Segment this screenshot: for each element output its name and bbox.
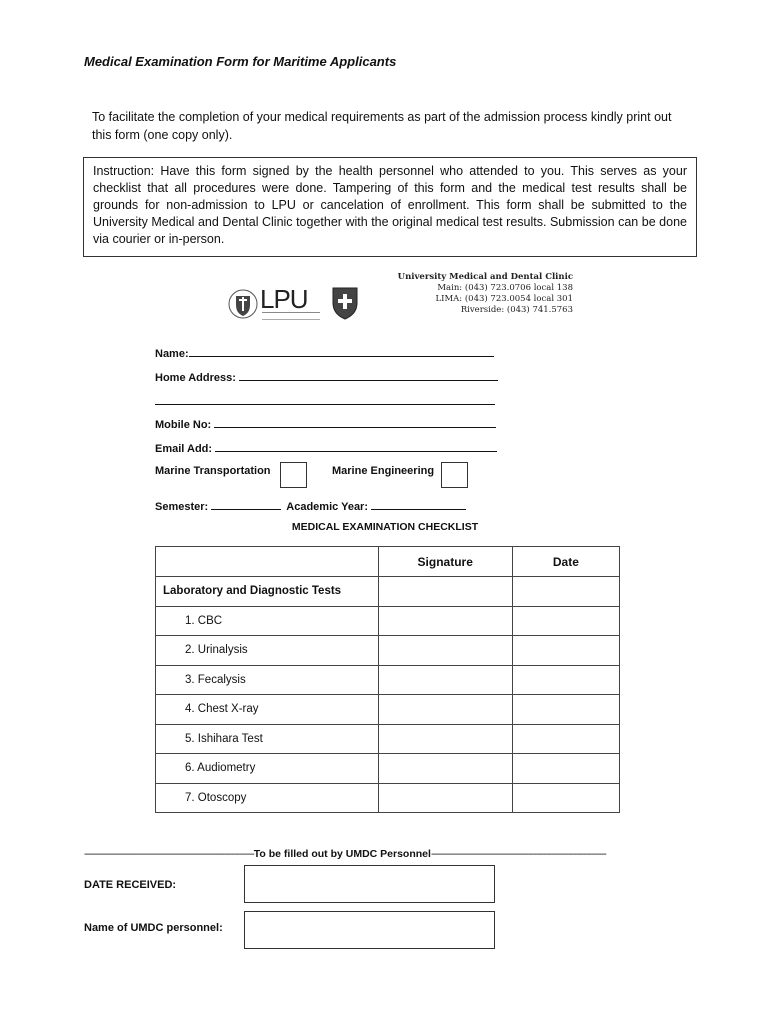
- signature-cell[interactable]: [378, 636, 512, 666]
- table-row: [156, 783, 620, 813]
- lpu-logo: [228, 284, 320, 322]
- clinic-lima-phone: LIMA: (043) 723.0054 local 301: [435, 294, 573, 304]
- name-line[interactable]: [189, 346, 494, 357]
- date-cell[interactable]: [512, 783, 619, 813]
- email-line[interactable]: [215, 441, 497, 452]
- date-cell[interactable]: [512, 636, 619, 666]
- table-row: [156, 606, 620, 636]
- test-item-urinalysis: 2. Urinalysis: [156, 636, 379, 666]
- table-row: [156, 724, 620, 754]
- marine-engineering-label: Marine Engineering: [332, 465, 435, 477]
- category-label: Laboratory and Diagnostic Tests: [156, 577, 379, 607]
- home-address-line[interactable]: [239, 370, 498, 381]
- name-field[interactable]: [155, 346, 494, 360]
- name-label: Name:: [155, 348, 189, 360]
- clinic-riverside-phone: Riverside: (043) 741.5763: [460, 305, 573, 315]
- divider-label: To be filled out by UMDC Personnel: [253, 848, 431, 860]
- date-cell[interactable]: [512, 665, 619, 695]
- semester-field[interactable]: [155, 499, 466, 513]
- signature-cell[interactable]: [378, 665, 512, 695]
- test-item-otoscopy: 7. Otoscopy: [156, 783, 379, 813]
- home-address-field[interactable]: [155, 370, 498, 384]
- intro-text: To facilitate the completion of your medical requirements as part of the admission process kindly print out this form (one copy only).: [92, 110, 672, 142]
- table-row: [156, 695, 620, 725]
- clinic-name: University Medical and Dental Clinic: [397, 272, 573, 282]
- table-row: [156, 754, 620, 784]
- date-received-box[interactable]: [244, 865, 495, 903]
- date-cell[interactable]: [512, 695, 619, 725]
- mobile-line[interactable]: [214, 417, 496, 428]
- table-row: [156, 665, 620, 695]
- personnel-section-divider: [84, 848, 689, 860]
- test-item-chest-xray: 4. Chest X-ray: [156, 695, 379, 725]
- date-cell[interactable]: [512, 577, 619, 607]
- test-item-cbc: 1. CBC: [156, 606, 379, 636]
- date-cell[interactable]: [512, 606, 619, 636]
- clinic-main-phone: Main: (043) 723.0706 local 138: [437, 283, 573, 293]
- umdc-logo-icon: [330, 285, 360, 321]
- signature-cell[interactable]: [378, 695, 512, 725]
- email-field[interactable]: [155, 441, 497, 455]
- semester-label: Semester:: [155, 501, 209, 513]
- checklist-title: MEDICAL EXAMINATION CHECKLIST: [291, 521, 479, 533]
- header-date: Date: [512, 547, 619, 577]
- date-cell[interactable]: [512, 754, 619, 784]
- table-header-row: [156, 547, 620, 577]
- email-label: Email Add:: [155, 443, 213, 455]
- header-signature: Signature: [378, 547, 512, 577]
- mobile-field[interactable]: [155, 417, 496, 431]
- umdc-personnel-label: Name of UMDC personnel:: [84, 922, 223, 934]
- semester-line[interactable]: [211, 499, 281, 510]
- table-row: [156, 577, 620, 607]
- marine-transportation-label: Marine Transportation: [155, 465, 271, 477]
- home-address-line-2[interactable]: [155, 404, 495, 405]
- checklist-table: [155, 546, 620, 813]
- header-blank-cell: [156, 547, 379, 577]
- clinic-contact-block: [380, 272, 573, 316]
- signature-cell[interactable]: [378, 754, 512, 784]
- date-cell[interactable]: [512, 724, 619, 754]
- test-item-audiometry: 6. Audiometry: [156, 754, 379, 784]
- instruction-box: Instruction: Have this form signed by the health personnel who attended to you. This serves as your checklist that all procedures were done. Tampering of this form and the medical test results shall be grounds for non-admission to LPU or cancelation of enrollment. This form shall be submitted to the University Medical and Dental Clinic together with the original medical test results. Submission can be done via courier or in-person.: [83, 157, 697, 257]
- lpu-logo-text: LPU: [260, 284, 308, 314]
- divider-dashes-left: --------------------------------------------------------------------: [84, 848, 254, 860]
- signature-cell[interactable]: [378, 783, 512, 813]
- date-received-label: DATE RECEIVED:: [84, 879, 177, 891]
- marine-engineering-checkbox[interactable]: [441, 462, 468, 488]
- signature-cell[interactable]: [378, 577, 512, 607]
- academic-year-label: Academic Year:: [286, 501, 369, 513]
- academic-year-line[interactable]: [371, 499, 466, 510]
- lpu-logo-subtext: [262, 312, 320, 320]
- test-item-fecalysis: 3. Fecalysis: [156, 665, 379, 695]
- lpu-seal-icon: [228, 288, 258, 320]
- mobile-label: Mobile No:: [155, 419, 212, 431]
- home-address-label: Home Address:: [155, 372, 236, 384]
- test-item-ishihara: 5. Ishihara Test: [156, 724, 379, 754]
- form-title: Medical Examination Form for Maritime Applicants: [84, 54, 397, 69]
- marine-transportation-checkbox[interactable]: [280, 462, 307, 488]
- table-row: [156, 636, 620, 666]
- divider-dashes-right: ----------------------------------------------------------------------: [430, 848, 606, 860]
- signature-cell[interactable]: [378, 724, 512, 754]
- signature-cell[interactable]: [378, 606, 512, 636]
- umdc-personnel-box[interactable]: [244, 911, 495, 949]
